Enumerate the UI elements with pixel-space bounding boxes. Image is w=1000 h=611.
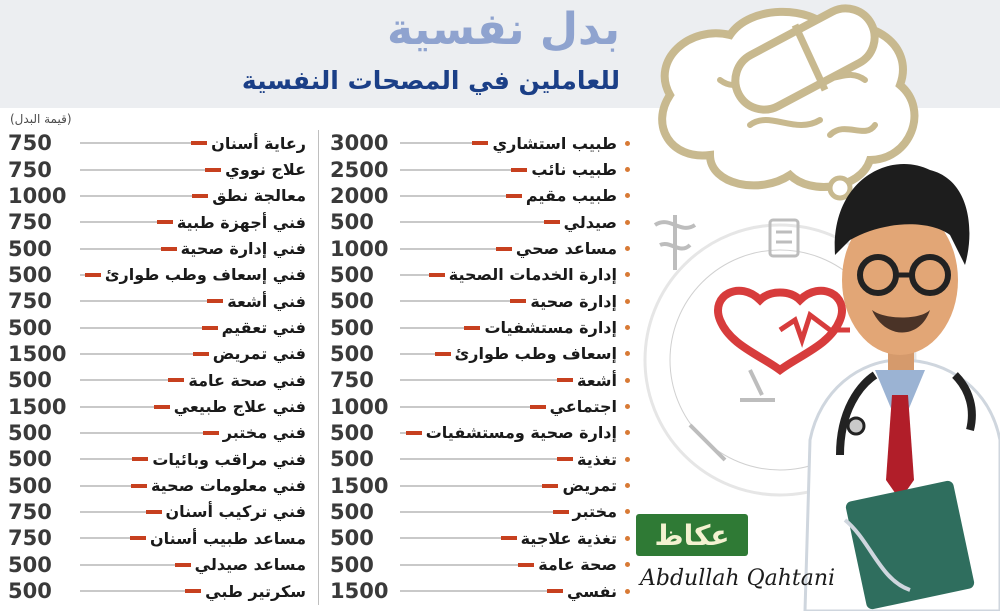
page-title: بدل نفسية xyxy=(386,4,620,55)
leader-line xyxy=(400,564,534,566)
job-title-label: إدارة صحية ومستشفيات xyxy=(425,423,617,443)
allowance-row xyxy=(8,367,306,393)
allowance-value: 500 xyxy=(330,552,374,577)
allowance-value: 2500 xyxy=(330,157,389,182)
job-title-label: فني تعقيم xyxy=(221,318,306,338)
leader-line xyxy=(400,195,522,197)
job-title-label: أشعة xyxy=(577,370,617,390)
leader-line xyxy=(80,142,207,144)
job-title-label: مختبر xyxy=(572,502,617,522)
job-title-label: طبيب نائب xyxy=(531,160,617,180)
doctor-figure xyxy=(805,164,1000,611)
allowance-value: 1500 xyxy=(330,473,389,498)
allowance-row xyxy=(8,183,306,209)
allowance-row xyxy=(330,578,630,604)
leader-line xyxy=(400,379,573,381)
job-title-label: فني معلومات صحية xyxy=(150,476,306,496)
allowance-value: 500 xyxy=(8,368,52,393)
okaz-logo: عكاظ xyxy=(636,514,748,556)
job-title-label: إدارة صحية xyxy=(530,291,617,311)
leader-line xyxy=(80,379,184,381)
job-title-label: تغذية xyxy=(577,449,617,469)
job-title-label: مساعد صحي xyxy=(515,239,617,259)
leader-line xyxy=(400,511,569,513)
allowance-value: 3000 xyxy=(330,131,389,156)
allowance-row xyxy=(330,420,630,446)
allowance-row xyxy=(8,420,306,446)
allowance-row xyxy=(8,578,306,604)
job-title-label: صحة عامة xyxy=(538,555,617,575)
leader-line xyxy=(80,248,177,250)
allowance-value: 500 xyxy=(330,315,374,340)
allowance-value: 500 xyxy=(330,210,374,235)
job-title-label: سكرتير طبي xyxy=(205,581,306,601)
allowance-value: 1000 xyxy=(330,394,389,419)
allowance-row xyxy=(8,209,306,235)
allowance-row xyxy=(330,499,630,525)
artist-signature: Abdullah Qahtani xyxy=(640,566,836,591)
job-title-label: مساعد طبيب أسنان xyxy=(150,528,306,548)
leader-line xyxy=(400,537,517,539)
leader-line xyxy=(80,432,219,434)
allowance-row xyxy=(8,552,306,578)
leader-line xyxy=(400,248,512,250)
allowance-row xyxy=(8,341,306,367)
leader-line xyxy=(80,564,191,566)
job-title-label: إسعاف وطب طوارئ xyxy=(454,344,617,364)
leader-line xyxy=(80,169,221,171)
allowance-row xyxy=(8,235,306,261)
job-title-label: علاج نووي xyxy=(225,160,306,180)
job-title-label: رعاية أسنان xyxy=(211,133,306,153)
allowance-row xyxy=(330,183,630,209)
leader-line xyxy=(400,142,488,144)
leader-line xyxy=(400,485,558,487)
allowance-value: 750 xyxy=(8,526,52,551)
allowance-value: 1000 xyxy=(330,236,389,261)
leader-line xyxy=(80,221,173,223)
allowance-row xyxy=(8,472,306,498)
allowance-value: 500 xyxy=(8,420,52,445)
allowance-row xyxy=(8,130,306,156)
microscope-icon xyxy=(740,370,775,400)
allowance-value: 1500 xyxy=(330,579,389,604)
right-allowance-list xyxy=(330,130,630,604)
leader-line xyxy=(80,406,170,408)
job-title-label: نفسي xyxy=(567,581,617,601)
leader-line xyxy=(80,195,208,197)
leader-line xyxy=(400,406,546,408)
allowance-value: 500 xyxy=(8,579,52,604)
allowance-value: 500 xyxy=(330,526,374,551)
leader-line xyxy=(400,221,560,223)
leader-line xyxy=(80,537,146,539)
allowance-row xyxy=(8,525,306,551)
allowance-row xyxy=(330,156,630,182)
allowance-value: 750 xyxy=(8,289,52,314)
job-title-label: فني إسعاف وطب طوارئ xyxy=(104,265,306,285)
allowance-row xyxy=(8,156,306,182)
syringe-icon xyxy=(690,425,725,460)
job-title-label: فني إدارة صحية xyxy=(180,239,306,259)
allowance-value: 500 xyxy=(8,262,52,287)
allowance-value: 500 xyxy=(8,552,52,577)
allowance-row xyxy=(330,314,630,340)
job-title-label: طبيب مقيم xyxy=(525,186,617,206)
allowance-row xyxy=(8,499,306,525)
column-divider xyxy=(318,130,319,605)
allowance-value: 1000 xyxy=(8,183,67,208)
job-title-label: إدارة الخدمات الصحية xyxy=(448,265,617,285)
allowance-row xyxy=(330,130,630,156)
allowance-row xyxy=(330,525,630,551)
job-title-label: فني علاج طبيعي xyxy=(173,397,306,417)
allowance-row xyxy=(8,288,306,314)
allowance-value: 500 xyxy=(8,447,52,472)
job-title-label: صيدلي xyxy=(563,212,617,232)
allowance-row xyxy=(330,367,630,393)
job-title-label: تمريض xyxy=(562,476,617,496)
allowance-row xyxy=(330,288,630,314)
allowance-value: 500 xyxy=(330,447,374,472)
heart-icon xyxy=(718,291,850,370)
allowance-value: 750 xyxy=(8,210,52,235)
leader-line xyxy=(80,458,148,460)
allowance-value: 500 xyxy=(8,473,52,498)
allowance-value: 1500 xyxy=(8,394,67,419)
allowance-row xyxy=(8,262,306,288)
allowance-value: 500 xyxy=(330,499,374,524)
leader-line xyxy=(400,300,526,302)
job-title-label: فني أجهزة طبية xyxy=(176,212,306,232)
value-caption: (قيمة البدل) xyxy=(10,112,72,126)
allowance-row xyxy=(330,446,630,472)
allowance-row xyxy=(8,446,306,472)
leader-line xyxy=(80,274,101,276)
leader-line xyxy=(80,590,201,592)
leader-line xyxy=(80,485,147,487)
job-title-label: مساعد صيدلي xyxy=(194,555,306,575)
allowance-row xyxy=(330,235,630,261)
job-title-label: تغذية علاجية xyxy=(520,528,617,548)
allowance-row xyxy=(330,209,630,235)
allowance-value: 500 xyxy=(330,420,374,445)
allowance-row xyxy=(8,314,306,340)
leader-line xyxy=(400,274,445,276)
job-title-label: فني تمريض xyxy=(212,344,306,364)
job-title-label: طبيب استشاري xyxy=(492,133,617,153)
job-title-label: فني مراقب وبائيات xyxy=(152,449,306,469)
allowance-row xyxy=(330,472,630,498)
allowance-value: 500 xyxy=(330,341,374,366)
allowance-value: 500 xyxy=(330,262,374,287)
job-title-label: فني أشعة xyxy=(227,291,306,311)
allowance-value: 1500 xyxy=(8,341,67,366)
page-subtitle: للعاملين في المصحات النفسية xyxy=(241,66,620,95)
job-title-label: فني صحة عامة xyxy=(188,370,306,390)
leader-line xyxy=(400,432,422,434)
allowance-value: 750 xyxy=(330,368,374,393)
job-title-label: اجتماعي xyxy=(549,397,617,417)
allowance-value: 500 xyxy=(330,289,374,314)
leader-line xyxy=(400,327,480,329)
allowance-row xyxy=(330,393,630,419)
leader-line xyxy=(400,590,563,592)
allowance-value: 750 xyxy=(8,499,52,524)
allowance-row xyxy=(8,393,306,419)
leader-line xyxy=(80,300,223,302)
job-title-label: فني تركيب أسنان xyxy=(165,502,306,522)
allowance-row xyxy=(330,262,630,288)
leader-line xyxy=(80,353,209,355)
allowance-row xyxy=(330,341,630,367)
leader-line xyxy=(400,458,573,460)
allowance-value: 2000 xyxy=(330,183,389,208)
left-allowance-list xyxy=(8,130,306,604)
leader-line xyxy=(80,511,162,513)
allowance-value: 500 xyxy=(8,236,52,261)
allowance-value: 500 xyxy=(8,315,52,340)
job-title-label: فني مختبر xyxy=(222,423,306,443)
leader-line xyxy=(400,169,527,171)
allowance-value: 750 xyxy=(8,157,52,182)
leader-line xyxy=(80,327,218,329)
leader-line xyxy=(400,353,451,355)
job-title-label: معالجة نطق xyxy=(212,186,306,206)
allowance-value: 750 xyxy=(8,131,52,156)
job-title-label: إدارة مستشفيات xyxy=(484,318,617,338)
allowance-row xyxy=(330,552,630,578)
